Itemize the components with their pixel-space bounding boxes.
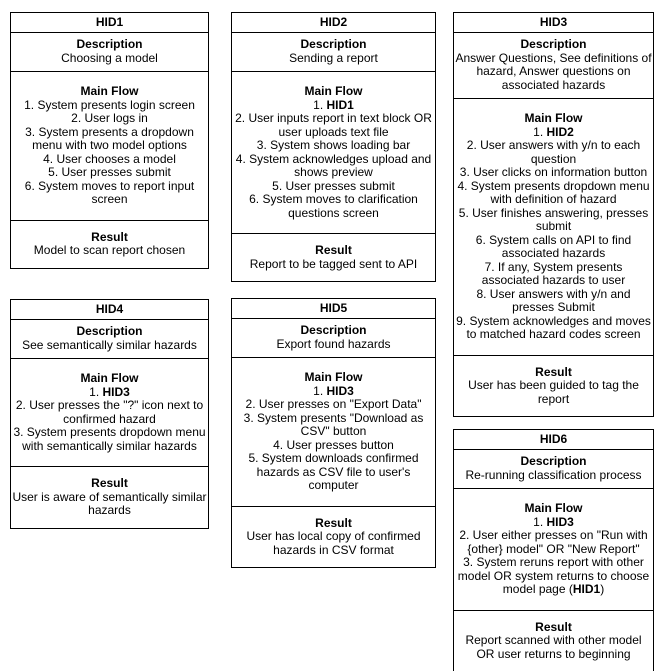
main-flow-step: 4. User chooses a model — [43, 151, 176, 166]
main-flow-step: 5. User finishes answering, presses submit — [458, 205, 649, 233]
main-flow-step: 3. System shows loading bar — [256, 138, 411, 152]
box-title: HID6 — [539, 432, 568, 446]
use-case-box-hid1 — [10, 12, 209, 269]
main-flow-step: 8. User answers with y/n and presses Submit — [476, 286, 631, 314]
use-case-box-hid4 — [10, 299, 209, 529]
description-section — [232, 32, 435, 71]
main-flow-step: 9. System acknowledges and moves to matched hazard codes screen — [456, 313, 651, 341]
result-section — [454, 610, 653, 671]
main-flow-step: 1. HID1 — [313, 97, 354, 112]
result-label: Result — [535, 364, 572, 379]
description-text: Choosing a model — [61, 50, 158, 65]
main-flow-list — [233, 385, 434, 493]
use-case-box-hid2 — [231, 12, 436, 282]
main-flow-step: 5. System downloads confirmed hazards as CSV file to user's computer — [248, 451, 419, 492]
description-section — [454, 32, 653, 98]
description-text: Re-running classification process — [465, 467, 642, 482]
description-label: Description — [520, 37, 587, 51]
main-flow-step: 2. User logs in — [71, 111, 148, 125]
description-section — [11, 319, 208, 358]
result-label: Result — [91, 476, 128, 490]
main-flow-step: 2. User either presses on "Run with {other} model" OR "New Report" — [459, 528, 648, 556]
main-flow-section — [232, 357, 435, 506]
main-flow-list — [455, 126, 652, 342]
main-flow-list — [12, 386, 207, 454]
main-flow-label: Main Flow — [304, 370, 363, 384]
main-flow-section — [11, 358, 208, 466]
result-label: Result — [91, 229, 128, 244]
result-label: Result — [315, 515, 352, 530]
box-title: HID3 — [539, 15, 568, 29]
description-label: Description — [300, 323, 367, 337]
main-flow-step: 2. User inputs report in text block OR user uploads text file — [235, 111, 432, 139]
main-flow-list — [455, 516, 652, 597]
result-section — [454, 355, 653, 417]
main-flow-step: 3. System presents a dropdown menu with two model options — [25, 124, 194, 152]
result-section — [232, 506, 435, 568]
use-case-box-hid3 — [453, 12, 654, 417]
description-section — [232, 318, 435, 357]
main-flow-label: Main Flow — [524, 501, 583, 515]
use-case-box-hid5 — [231, 298, 436, 568]
result-label: Result — [535, 619, 572, 634]
main-flow-step: 4. User presses button — [273, 437, 394, 452]
description-label: Description — [300, 37, 367, 51]
main-flow-label: Main Flow — [80, 84, 139, 98]
result-section — [11, 220, 208, 268]
description-label: Description — [76, 324, 143, 338]
result-label: Result — [315, 243, 352, 257]
use-case-box-hid6 — [453, 429, 654, 671]
main-flow-section — [232, 71, 435, 233]
description-label: Description — [76, 37, 143, 51]
main-flow-label: Main Flow — [524, 111, 583, 125]
main-flow-step: 5. User presses submit — [48, 165, 171, 179]
main-flow-step: 6. System calls on API to find associated hazards — [475, 232, 632, 260]
main-flow-step: 3. System reruns report with other model OR system returns to choose model page (HID1) — [457, 555, 650, 596]
description-text: See semantically similar hazards — [22, 337, 197, 352]
main-flow-step: 3. System presents "Download as CSV" button — [243, 410, 424, 438]
box-title: HID4 — [95, 302, 124, 316]
main-flow-step: 5. User presses submit — [272, 178, 395, 193]
main-flow-step: 1. HID3 — [313, 383, 354, 398]
box-title: HID1 — [95, 15, 124, 29]
result-section — [11, 466, 208, 528]
main-flow-label: Main Flow — [80, 371, 139, 385]
result-text: Model to scan report chosen — [33, 243, 186, 257]
result-text: User is aware of semantically similar hazards — [12, 489, 207, 517]
result-text: User has local copy of confirmed hazards in CSV format — [246, 529, 421, 557]
main-flow-step: 4. System presents dropdown menu with definition of hazard — [457, 178, 650, 206]
description-text: Export found hazards — [276, 336, 391, 351]
main-flow-step: 2. User presses on "Export Data" — [245, 397, 422, 411]
main-flow-step: 1. HID2 — [533, 124, 574, 139]
main-flow-step: 4. System acknowledges upload and shows preview — [235, 151, 432, 179]
main-flow-section — [454, 488, 653, 610]
description-section — [454, 449, 653, 488]
main-flow-step: 1. HID3 — [89, 384, 130, 399]
result-text: User has been guided to tag the report — [468, 378, 639, 406]
description-label: Description — [520, 454, 587, 468]
main-flow-list — [12, 99, 207, 207]
main-flow-label: Main Flow — [304, 84, 363, 98]
result-section — [232, 233, 435, 281]
main-flow-step: 6. System moves to report input screen — [24, 178, 195, 206]
description-text: Answer Questions, See definitions of hazard, Answer questions on associated hazards — [455, 50, 652, 92]
main-flow-step: 3. System presents dropdown menu with semantically similar hazards — [13, 425, 206, 453]
result-text: Report scanned with other model OR user returns to beginning — [465, 633, 642, 661]
main-flow-step: 7. If any, System presents associated hazards to user — [481, 259, 626, 287]
main-flow-step: 3. User clicks on information button — [459, 165, 648, 179]
main-flow-step: 6. System moves to clarification questions screen — [249, 192, 418, 220]
main-flow-step: 2. User presses the "?" icon next to confirmed hazard — [15, 398, 204, 426]
main-flow-step: 2. User answers with y/n to each question — [466, 138, 641, 166]
description-section — [11, 32, 208, 71]
main-flow-section — [454, 98, 653, 355]
main-flow-list — [233, 99, 434, 221]
main-flow-section — [11, 71, 208, 220]
main-flow-step: 1. System presents login screen — [24, 97, 195, 112]
result-text: Report to be tagged sent to API — [249, 256, 418, 271]
description-text: Sending a report — [289, 50, 378, 65]
box-title: HID5 — [319, 301, 348, 315]
main-flow-step: 1. HID3 — [533, 514, 574, 529]
box-title: HID2 — [319, 15, 348, 29]
